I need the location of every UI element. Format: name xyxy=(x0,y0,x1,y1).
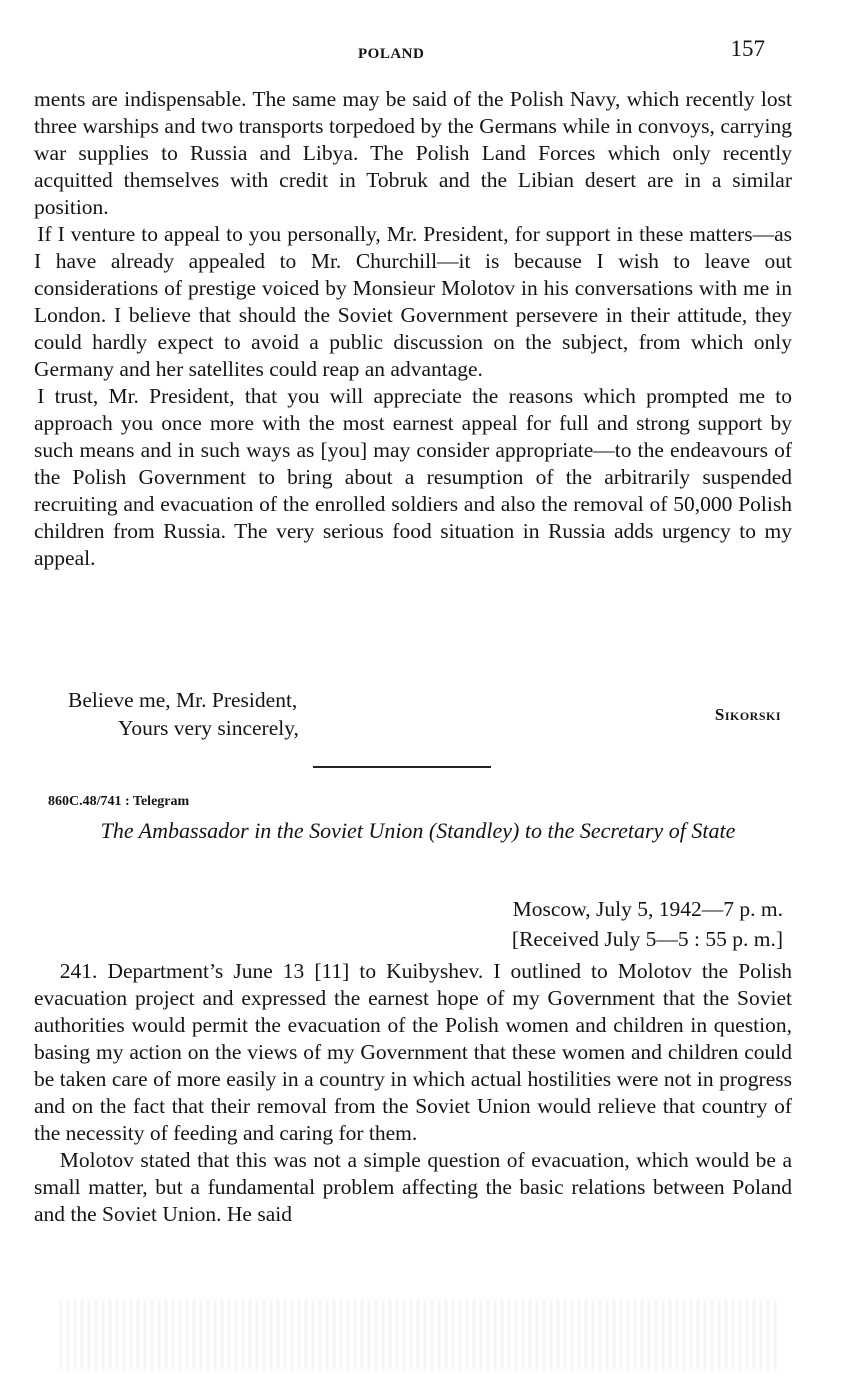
section-divider xyxy=(313,766,491,768)
page-number: 157 xyxy=(730,36,765,61)
file-reference: 860C.48/741 : Telegram xyxy=(48,794,190,809)
letter-closing xyxy=(34,686,784,742)
running-title: POLAND xyxy=(358,46,425,62)
document-title: The Ambassador in the Soviet Union (Standley) to the Secretary of State xyxy=(100,818,736,843)
telegram-paragraph: 241. Department’s June 13 [11] to Kuibyshev. I outlined to Molotov the Polish evacuation project and expressed the earnest hope of my Government that the Soviet authorities would permit the evacuation of the Polish women and children in question, basing my action on the views of my Government that these women and children could be taken care of more easily in a country in which actual hostilities were not in progress and on the fact that their removal from the Soviet Union would relieve that country of the necessity of feeding and caring for them. xyxy=(34,959,792,1145)
letter-paragraph: ments are indispensable. The same may be said of the Polish Navy, which recently lost three warships and two transports torpedoed by the Germans while in convoys, carrying war supplies to Russia and Libya. The Polish Land Forces which only recently acquitted themselves with credit in Tobruk and the Libian desert are in a similar position. xyxy=(34,87,792,219)
received-note: [Received July 5—5 : 55 p. m.] xyxy=(511,927,783,951)
letter-paragraph: I trust, Mr. President, that you will appreciate the reasons which prompted me to approach you once more with the most earnest appeal for full and strong support by such means and in such ways as [you] may consider appropriate—to the endeavours of the Polish Government to bring about a resumption of the arbitrarily suspended recruiting and evacuation of the enrolled soldiers and also the removal of 50,000 Polish children from Russia. The very serious food situation in Russia adds urgency to my appeal. xyxy=(34,384,792,570)
telegram-body xyxy=(34,958,792,1228)
letter-paragraph: If I venture to appeal to you personally, Mr. President, for support in these matters—as I have already appealed to Mr. Churchill—it is because I wish to leave out considerations of prestige voiced by Monsieur Molotov in his conversations with me in London. I believe that should the Soviet Government persevere in their attitude, they could hardly expect to avoid a public discussion on the subject, from which only Germany and her satellites could reap an advantage. xyxy=(34,222,792,381)
dateline-block xyxy=(512,894,783,954)
dateline: Moscow, July 5, 1942—7 p. m. xyxy=(512,897,783,921)
running-head xyxy=(0,36,857,68)
letter-body xyxy=(34,86,792,572)
show-through-texture xyxy=(60,1300,780,1370)
complimentary-close: Yours very sincerely, xyxy=(118,716,299,740)
telegram-paragraph: Molotov stated that this was not a simple question of evacuation, which would be a small matter, but a fundamental problem affecting the basic relations between Poland and the Soviet Union. He said xyxy=(34,1148,792,1226)
signature: Sikorski xyxy=(714,705,781,724)
salutation: Believe me, Mr. President, xyxy=(68,688,298,712)
